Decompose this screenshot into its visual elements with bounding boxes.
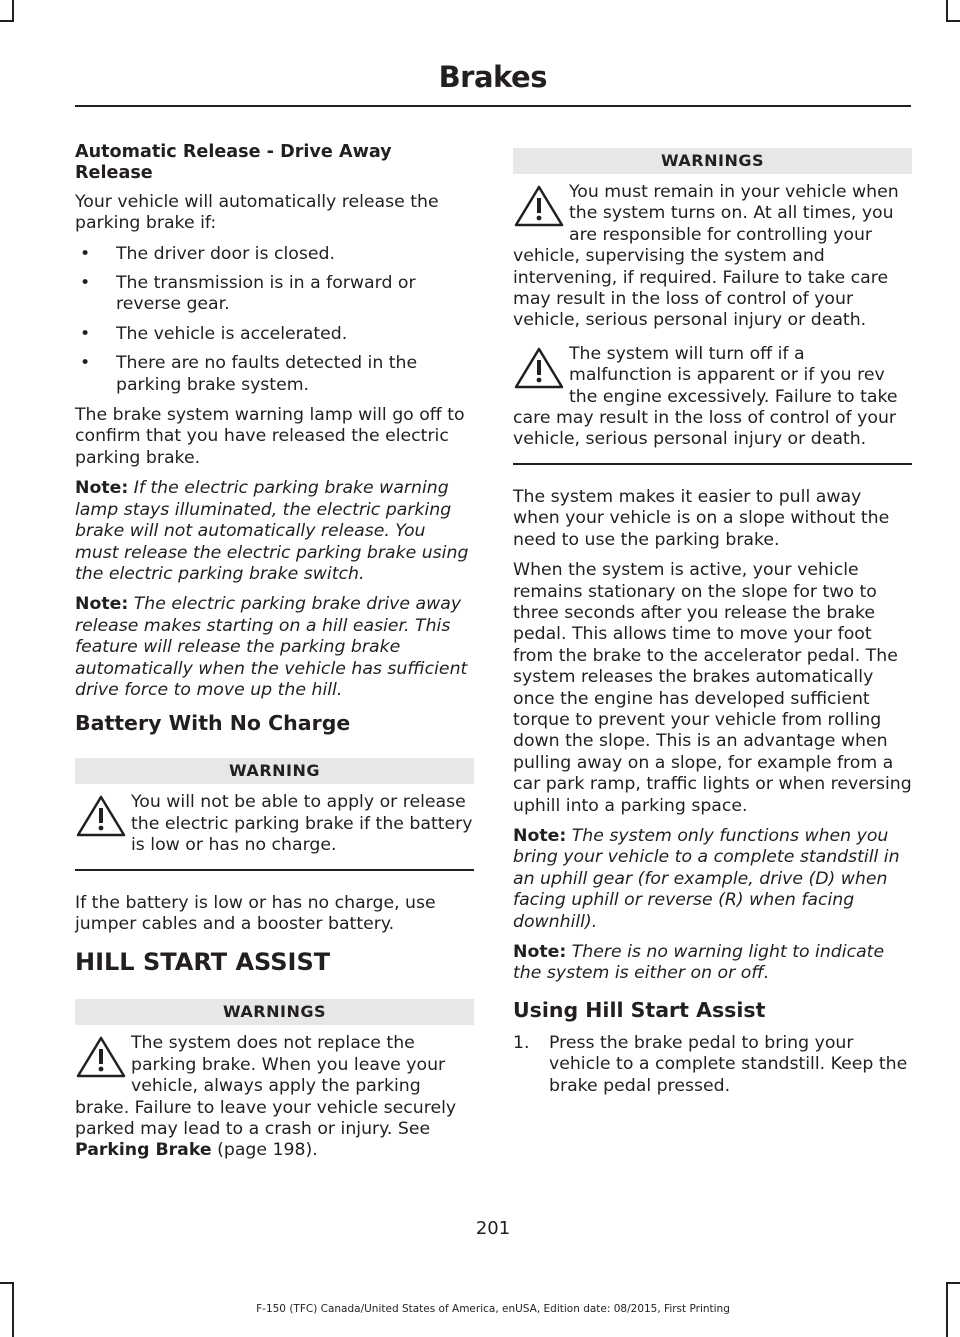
note-paragraph: Note: If the electric parking brake warning lamp stays illuminated, the electric parking brake will not automatically release. You must release the electric parking brake using the electric parking brake switch. bbox=[75, 478, 469, 584]
warning-block bbox=[513, 182, 912, 332]
warning-triangle-icon bbox=[513, 184, 565, 228]
bullet: • bbox=[80, 353, 91, 374]
conditions-list bbox=[75, 244, 474, 396]
steps-list bbox=[513, 1033, 912, 1097]
body-paragraph: When the system is active, your vehicle remains stationary on the slope for two to three seconds after you release the brake pedal. This allows time to move your foot from the brake to the accelerator pedal. The system releases the brakes automatically once the engine has developed sufficient torque to prevent your vehicle from rolling down the slope. This is an advantage when pulling away on a slope, for example from a car park ramp, traffic lights or when reversing uphill into a parking space. bbox=[513, 560, 912, 816]
warning-header: WARNINGS bbox=[75, 999, 474, 1025]
step-number: 1. bbox=[513, 1032, 530, 1053]
crop-mark bbox=[0, 20, 14, 22]
warning-triangle-icon bbox=[75, 794, 127, 838]
list-item: • The vehicle is accelerated. bbox=[80, 323, 348, 344]
warning-block bbox=[75, 792, 474, 856]
warning-divider bbox=[75, 869, 474, 871]
bullet: • bbox=[80, 323, 91, 344]
body-paragraph: The system makes it easier to pull away when your vehicle is on a slope without the need to use the parking brake. bbox=[513, 486, 890, 550]
note-paragraph: Note: The electric parking brake drive away release makes starting on a hill easier. This feature will release the parking brake automatically when the vehicle has sufficient drive force to move up the hill. bbox=[75, 594, 468, 700]
warning-header: WARNINGS bbox=[513, 148, 912, 174]
crop-mark bbox=[0, 1282, 14, 1284]
warning-triangle-icon bbox=[75, 1035, 127, 1079]
battery-paragraph: If the battery is low or has no charge, use jumper cables and a booster battery. bbox=[75, 892, 436, 934]
warning-block bbox=[75, 1033, 474, 1161]
warning-header: WARNING bbox=[75, 758, 474, 784]
crop-mark bbox=[12, 0, 14, 22]
warning-text: The system does not replace the parking brake. When you leave your vehicle, always apply the parking brake. Failure to leave your vehicle securely parked may lead to a crash or injury. See bbox=[75, 1033, 457, 1139]
list-item: • The driver door is closed. bbox=[80, 243, 335, 264]
warning-divider bbox=[513, 463, 912, 465]
auto-release-intro: Your vehicle will automatically release the parking brake if: bbox=[75, 191, 439, 234]
auto-release-heading: Automatic Release - Drive Away Release bbox=[75, 142, 392, 184]
warning-text: The system will turn off if a malfunction is apparent or if you rev the engine excessively. Failure to take care may result in the loss of control of your vehicle, serious personal injury or death. bbox=[513, 343, 898, 450]
warning-text: You will not be able to apply or release the electric parking brake if the battery is low or has no charge. bbox=[131, 792, 473, 856]
crop-mark bbox=[946, 0, 948, 22]
note-paragraph: Note: The system only functions when you bring your vehicle to a complete standstill in an uphill gear (for example, drive (D) when facing uphill or reverse (R) when facing downhill). bbox=[513, 825, 900, 932]
note-paragraph: Note: There is no warning light to indicate the system is either on or off. bbox=[513, 942, 885, 984]
warning-text: You must remain in your vehicle when the system turns on. At all times, you are responsible for controlling your vehicle, supervising the system and intervening, if required. Failure to take care may result in the loss of control of your vehicle, serious personal injury or death. bbox=[513, 182, 899, 331]
header-rule bbox=[75, 105, 911, 107]
right-column bbox=[513, 148, 912, 1097]
parking-brake-link[interactable]: Parking Brake bbox=[75, 1140, 212, 1161]
left-column bbox=[75, 142, 474, 1174]
page-title: Brakes bbox=[438, 60, 547, 94]
crop-mark bbox=[946, 20, 960, 22]
page-reference: (page 198). bbox=[211, 1140, 318, 1161]
crop-mark bbox=[946, 1282, 960, 1284]
warning-block bbox=[513, 344, 912, 451]
using-hsa-heading: Using Hill Start Assist bbox=[513, 997, 766, 1022]
page-number: 201 bbox=[475, 1218, 511, 1239]
warning-triangle-icon bbox=[513, 346, 565, 390]
list-item: 1. Press the brake pedal to bring your vehicle to a complete standstill. Keep the brake pedal pressed. bbox=[513, 1032, 908, 1096]
bullet: • bbox=[80, 243, 91, 264]
lamp-paragraph: The brake system warning lamp will go off to confirm that you have released the electric parking brake. bbox=[75, 405, 465, 468]
battery-heading: Battery With No Charge bbox=[75, 711, 351, 736]
hsa-heading: HILL START ASSIST bbox=[75, 948, 331, 977]
footer-text: F-150 (TFC) Canada/United States of America, enUSA, Edition date: 08/2015, First Printing bbox=[256, 1303, 730, 1315]
bullet: • bbox=[80, 273, 91, 294]
list-item: • The transmission is in a forward or reverse gear. bbox=[80, 273, 416, 315]
list-item: • There are no faults detected in the parking brake system. bbox=[80, 353, 418, 395]
